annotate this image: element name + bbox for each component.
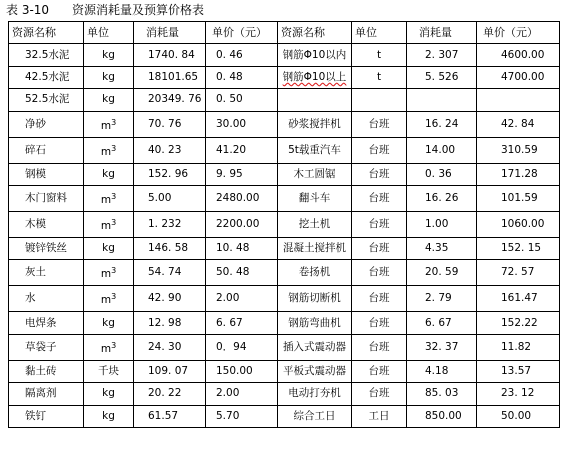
consumption-2-cell: 32. 37 <box>407 334 477 360</box>
consumption-cell: 12. 98 <box>134 312 206 334</box>
unit-price-2-cell: 161.47 <box>477 286 560 312</box>
unit-cell: kg <box>84 66 134 88</box>
header-consumption-2: 消耗量 <box>407 22 477 44</box>
unit-2-cell: t <box>352 44 407 66</box>
consumption-2-cell: 2. 307 <box>407 44 477 66</box>
table-number: 表 3-10 <box>6 3 50 17</box>
unit-cell: $m^3$ <box>84 334 134 360</box>
resource-name-2-cell: 5t载重汽车 <box>278 137 352 163</box>
unit-cell: 千块 <box>84 360 134 382</box>
unit-price-2-cell: 152. 15 <box>477 237 560 259</box>
header-resource-name: 资源名称 <box>9 22 84 44</box>
resource-name-cell: 铁钉 <box>9 405 84 427</box>
consumption-2-cell: 2. 79 <box>407 286 477 312</box>
consumption-cell: 54. 74 <box>134 260 206 286</box>
resource-name-cell: 水 <box>9 286 84 312</box>
resource-name-cell: 木门窗料 <box>9 185 84 211</box>
unit-price-cell: 2.00 <box>206 383 278 405</box>
unit-cell: kg <box>84 163 134 185</box>
unit-price-2-cell: 13.57 <box>477 360 560 382</box>
resource-name-2-cell: 挖土机 <box>278 211 352 237</box>
consumption-cell: 20. 22 <box>134 383 206 405</box>
consumption-cell: 24. 30 <box>134 334 206 360</box>
unit-price-cell: 30.00 <box>206 111 278 137</box>
unit-price-2-cell: 171.28 <box>477 163 560 185</box>
resource-name-cell: 钢模 <box>9 163 84 185</box>
unit-price-2-cell: 72. 57 <box>477 260 560 286</box>
unit-2-cell: 台班 <box>352 211 407 237</box>
resource-name-cell: 碎石 <box>9 137 84 163</box>
unit-2-cell: 工日 <box>352 405 407 427</box>
unit-price-cell: 2200.00 <box>206 211 278 237</box>
unit-2-cell: 台班 <box>352 360 407 382</box>
unit-2-cell: 台班 <box>352 111 407 137</box>
table-row <box>9 185 560 211</box>
unit-price-cell: 150.00 <box>206 360 278 382</box>
unit-price-cell: 0．94 <box>206 334 278 360</box>
resource-price-table <box>8 21 560 428</box>
resource-name-2-cell: 综合工日 <box>278 405 352 427</box>
table-caption <box>6 2 204 19</box>
unit-cell: kg <box>84 312 134 334</box>
resource-name-2-cell: 翻斗车 <box>278 185 352 211</box>
consumption-cell: 5.00 <box>134 185 206 211</box>
unit-cell: kg <box>84 383 134 405</box>
consumption-cell: 20349. 76 <box>134 89 206 111</box>
header-unit-price: 单价（元） <box>206 22 278 44</box>
table-row <box>9 360 560 382</box>
table-row <box>9 286 560 312</box>
table-row <box>9 137 560 163</box>
table-row <box>9 66 560 88</box>
resource-name-2-cell: 平板式震动器 <box>278 360 352 382</box>
resource-name-2-cell: 木工圆锯 <box>278 163 352 185</box>
unit-cell: $m^3$ <box>84 211 134 237</box>
consumption-2-cell: 5. 526 <box>407 66 477 88</box>
unit-2-cell: 台班 <box>352 137 407 163</box>
resource-name-2-cell: 混凝土搅拌机 <box>278 237 352 259</box>
unit-2-cell: 台班 <box>352 237 407 259</box>
table-row <box>9 237 560 259</box>
resource-name-cell: 净砂 <box>9 111 84 137</box>
consumption-2-cell: 4.35 <box>407 237 477 259</box>
header-resource-name-2: 资源名称 <box>278 22 352 44</box>
consumption-cell: 61.57 <box>134 405 206 427</box>
consumption-2-cell <box>407 89 477 111</box>
table-body <box>9 44 560 428</box>
unit-price-cell: 9. 95 <box>206 163 278 185</box>
consumption-cell: 146. 58 <box>134 237 206 259</box>
resource-name-cell: 52.5水泥 <box>9 89 84 111</box>
resource-name-2-cell: 卷扬机 <box>278 260 352 286</box>
unit-price-cell: 0. 46 <box>206 44 278 66</box>
resource-name-cell: 镀锌铁丝 <box>9 237 84 259</box>
unit-price-2-cell: 42. 84 <box>477 111 560 137</box>
unit-2-cell: 台班 <box>352 163 407 185</box>
unit-price-2-cell: 4600.00 <box>477 44 560 66</box>
unit-price-2-cell: 50.00 <box>477 405 560 427</box>
header-row <box>9 22 560 44</box>
resource-name-2-cell: 钢筋弯曲机 <box>278 312 352 334</box>
unit-2-cell: 台班 <box>352 286 407 312</box>
unit-price-2-cell: 11.82 <box>477 334 560 360</box>
resource-name-cell: 灰土 <box>9 260 84 286</box>
consumption-2-cell: 14.00 <box>407 137 477 163</box>
table-row <box>9 312 560 334</box>
resource-name-cell: 木模 <box>9 211 84 237</box>
unit-2-cell: 台班 <box>352 383 407 405</box>
unit-cell: $m^3$ <box>84 260 134 286</box>
resource-name-2-cell <box>278 89 352 111</box>
table-title: 资源消耗量及预算价格表 <box>72 3 205 17</box>
unit-cell: kg <box>84 44 134 66</box>
resource-name-cell: 32.5水泥 <box>9 44 84 66</box>
unit-cell: $m^3$ <box>84 286 134 312</box>
unit-price-cell: 5.70 <box>206 405 278 427</box>
table-row <box>9 163 560 185</box>
resource-name-2-cell: 砂浆搅拌机 <box>278 111 352 137</box>
table-row <box>9 89 560 111</box>
unit-price-cell: 2480.00 <box>206 185 278 211</box>
consumption-2-cell: 0. 36 <box>407 163 477 185</box>
header-unit: 单位 <box>84 22 134 44</box>
unit-cell: $m^3$ <box>84 185 134 211</box>
unit-2-cell <box>352 89 407 111</box>
unit-price-2-cell: 310.59 <box>477 137 560 163</box>
table-row <box>9 211 560 237</box>
header-unit-2: 单位 <box>352 22 407 44</box>
consumption-cell: 40. 23 <box>134 137 206 163</box>
unit-2-cell: 台班 <box>352 334 407 360</box>
unit-price-2-cell: 152.22 <box>477 312 560 334</box>
consumption-2-cell: 4.18 <box>407 360 477 382</box>
table-row <box>9 383 560 405</box>
resource-name-2-cell: 电动打夯机 <box>278 383 352 405</box>
consumption-2-cell: 6. 67 <box>407 312 477 334</box>
consumption-2-cell: 1.00 <box>407 211 477 237</box>
consumption-2-cell: 16. 26 <box>407 185 477 211</box>
consumption-cell: 70. 76 <box>134 111 206 137</box>
table-row <box>9 111 560 137</box>
consumption-cell: 1740. 84 <box>134 44 206 66</box>
unit-price-cell: 2.00 <box>206 286 278 312</box>
consumption-2-cell: 85. 03 <box>407 383 477 405</box>
consumption-2-cell: 16. 24 <box>407 111 477 137</box>
unit-price-cell: 50. 48 <box>206 260 278 286</box>
consumption-cell: 109. 07 <box>134 360 206 382</box>
unit-cell: kg <box>84 237 134 259</box>
resource-name-cell: 黏土砖 <box>9 360 84 382</box>
header-unit-price-2: 单价（元） <box>477 22 560 44</box>
unit-price-cell: 41.20 <box>206 137 278 163</box>
consumption-cell: 42. 90 <box>134 286 206 312</box>
table-row <box>9 405 560 427</box>
resource-name-cell: 隔离剂 <box>9 383 84 405</box>
resource-name-cell: 42.5水泥 <box>9 66 84 88</box>
table-row <box>9 260 560 286</box>
unit-2-cell: 台班 <box>352 312 407 334</box>
unit-price-2-cell <box>477 89 560 111</box>
consumption-2-cell: 20. 59 <box>407 260 477 286</box>
resource-name-cell: 电焊条 <box>9 312 84 334</box>
resource-name-2-cell: 钢筋切断机 <box>278 286 352 312</box>
resource-name-2-cell: 插入式震动器 <box>278 334 352 360</box>
unit-cell: $m^3$ <box>84 137 134 163</box>
unit-price-cell: 10. 48 <box>206 237 278 259</box>
unit-price-cell: 6. 67 <box>206 312 278 334</box>
unit-cell: $m^3$ <box>84 111 134 137</box>
unit-price-2-cell: 1060.00 <box>477 211 560 237</box>
resource-name-cell: 草袋子 <box>9 334 84 360</box>
consumption-2-cell: 850.00 <box>407 405 477 427</box>
unit-price-2-cell: 4700.00 <box>477 66 560 88</box>
consumption-cell: 18101.65 <box>134 66 206 88</box>
unit-price-cell: 0. 48 <box>206 66 278 88</box>
unit-price-2-cell: 101.59 <box>477 185 560 211</box>
resource-name-2-cell: 钢筋Φ10以上 <box>278 66 352 88</box>
unit-2-cell: 台班 <box>352 260 407 286</box>
table-row <box>9 44 560 66</box>
header-consumption: 消耗量 <box>134 22 206 44</box>
unit-price-2-cell: 23. 12 <box>477 383 560 405</box>
unit-cell: kg <box>84 89 134 111</box>
unit-2-cell: t <box>352 66 407 88</box>
unit-price-cell: 0. 50 <box>206 89 278 111</box>
table-row <box>9 334 560 360</box>
consumption-cell: 152. 96 <box>134 163 206 185</box>
unit-2-cell: 台班 <box>352 185 407 211</box>
unit-cell: kg <box>84 405 134 427</box>
consumption-cell: 1. 232 <box>134 211 206 237</box>
resource-name-2-cell: 钢筋Φ10以内 <box>278 44 352 66</box>
